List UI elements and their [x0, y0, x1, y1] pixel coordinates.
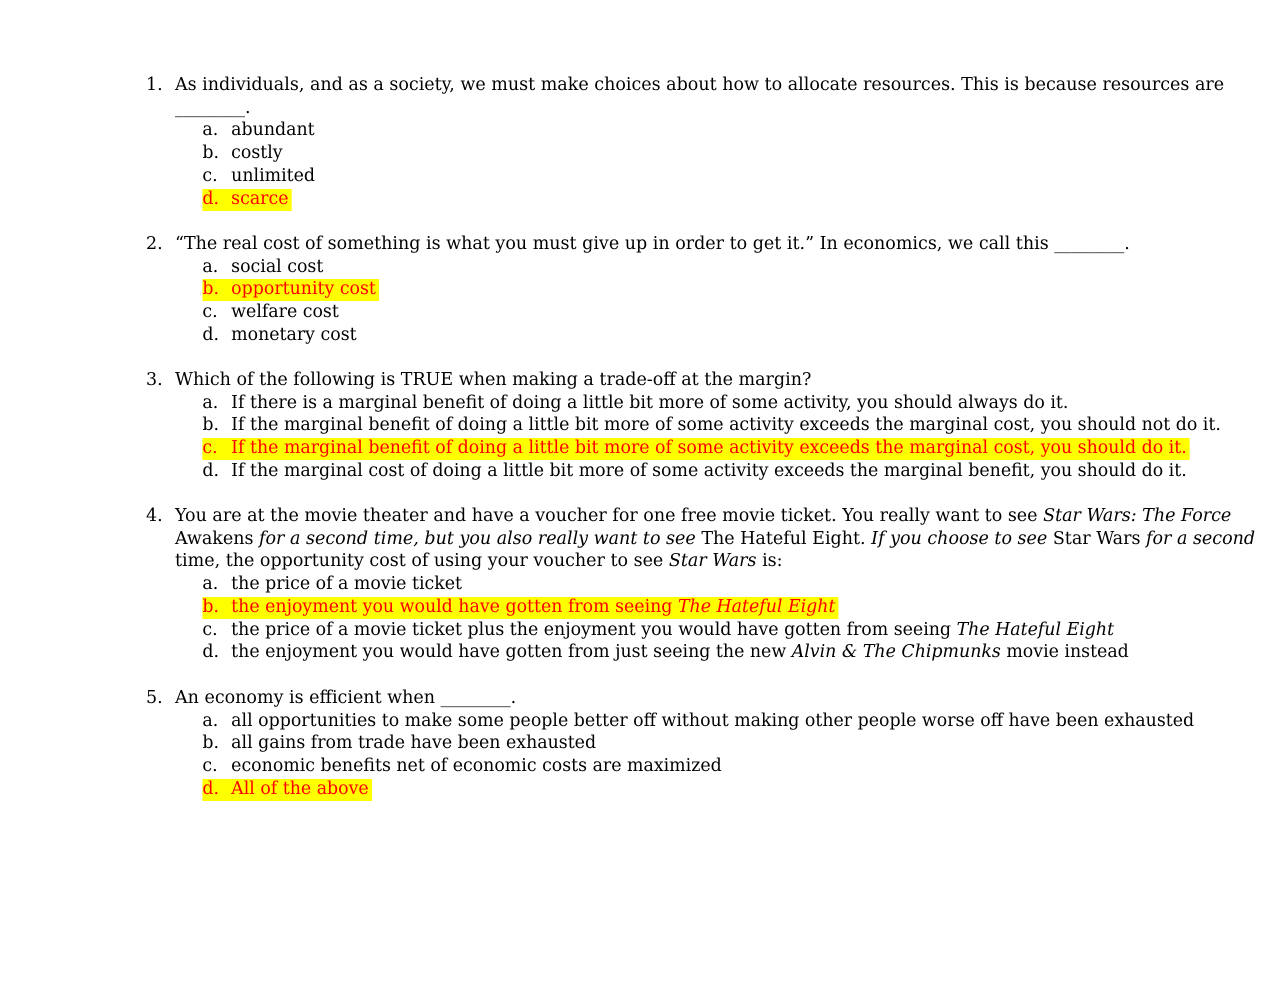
question-stem-line	[175, 74, 1224, 97]
answer-option	[0, 573, 1270, 596]
option-text	[231, 414, 1221, 437]
option-text	[231, 301, 339, 324]
option-text	[231, 641, 1129, 664]
text-run: costly	[231, 143, 283, 164]
option-letter: c.	[202, 619, 218, 640]
question-number: 2.	[146, 234, 163, 254]
answer-option	[0, 641, 1270, 664]
option-letter: d.	[202, 778, 220, 799]
question-stem-line	[175, 505, 1231, 528]
text-run: the enjoyment you would have gotten from just seeing the new	[231, 642, 792, 663]
option-letter: a.	[202, 256, 219, 277]
option-letter: a.	[202, 120, 219, 141]
text-run: all opportunities to make some people better off without making other people worse off have been exhausted	[231, 710, 1195, 731]
text-run: An economy is efficient when ________.	[175, 688, 517, 708]
text-run: the price of a movie ticket plus the enjoyment you would have gotten from seeing	[231, 619, 957, 640]
question-number: 3.	[146, 370, 163, 390]
option-text	[231, 188, 288, 211]
answer-option	[0, 619, 1270, 642]
answer-option	[0, 392, 1270, 415]
answer-option	[0, 755, 1270, 778]
answer-option	[0, 165, 1270, 188]
text-run: economic benefits net of economic costs are maximized	[231, 756, 722, 777]
option-text	[231, 732, 596, 755]
text-run: opportunity cost	[231, 279, 376, 300]
text-run: The Hateful Eight	[701, 528, 861, 549]
text-run: welfare cost	[231, 302, 339, 323]
text-run: Which of the following is TRUE when making a trade-off at the margin?	[175, 370, 812, 390]
answer-option	[0, 710, 1270, 733]
question-number: 1.	[146, 75, 163, 95]
text-run: social cost	[231, 256, 324, 277]
answer-option	[0, 142, 1270, 165]
text-run: scarce	[231, 188, 289, 209]
option-text	[231, 278, 376, 301]
option-text	[231, 755, 722, 778]
option-text	[231, 165, 315, 188]
text-run: monetary cost	[231, 324, 357, 345]
answer-option-correct	[0, 188, 1270, 211]
question-number: 4.	[146, 506, 163, 526]
option-letter: c.	[202, 165, 218, 186]
option-text	[231, 437, 1187, 460]
question-stem-line	[175, 550, 783, 573]
text-run: the enjoyment you would have gotten from seeing	[231, 596, 678, 617]
text-run: You are at the movie theater and have a voucher for one free movie ticket. You really want to see	[175, 506, 1044, 526]
text-run: . If you choose to see	[860, 528, 1053, 549]
option-text	[231, 710, 1194, 733]
option-letter: d.	[202, 642, 220, 663]
option-letter: a.	[202, 710, 219, 731]
text-run: Awakens	[175, 528, 254, 549]
question-stem-line	[175, 233, 1130, 256]
answer-option	[0, 119, 1270, 142]
answer-option	[0, 301, 1270, 324]
text-run: The Hateful Eight	[677, 596, 836, 617]
text-run: Star Wars	[668, 551, 757, 572]
option-text	[231, 460, 1187, 483]
answer-option	[0, 256, 1270, 279]
text-run: The Hateful Eight	[956, 619, 1115, 640]
text-run: time, the opportunity cost of using your voucher to see	[175, 551, 669, 572]
option-text	[231, 596, 835, 619]
question-stem-line	[175, 97, 251, 120]
answer-option	[0, 732, 1270, 755]
text-run: If the marginal benefit of doing a little bit more of some activity exceeds the marginal cost, you should do it.	[231, 438, 1187, 459]
text-run: all gains from trade have been exhausted	[231, 733, 597, 754]
question-number: 5.	[146, 688, 163, 708]
option-text	[231, 324, 356, 347]
text-run: unlimited	[231, 165, 316, 186]
option-text	[231, 778, 369, 801]
option-letter: b.	[202, 733, 220, 754]
option-letter: d.	[202, 460, 220, 481]
option-text	[231, 119, 314, 142]
text-run: Star Wars	[1052, 528, 1141, 549]
option-letter: b.	[202, 143, 220, 164]
option-text	[231, 619, 1114, 642]
text-run: movie instead	[1000, 642, 1129, 663]
text-run: “The real cost of something is what you must give up in order to get it.” In economics, we call this ________.	[175, 234, 1130, 254]
question-stem-line	[175, 687, 516, 710]
option-letter: a.	[202, 392, 219, 413]
text-run: Alvin & The Chipmunks	[791, 642, 1001, 663]
text-run: If the marginal benefit of doing a little bit more of some activity exceeds the marginal cost, you should not do it.	[231, 415, 1221, 436]
answer-option	[0, 414, 1270, 437]
answer-option-correct	[0, 778, 1270, 801]
text-run: If there is a marginal benefit of doing a little bit more of some activity, you should always do it.	[231, 392, 1069, 413]
option-letter: a.	[202, 574, 219, 595]
option-text	[231, 256, 323, 279]
option-letter: b.	[202, 415, 220, 436]
option-letter: c.	[202, 302, 218, 323]
text-run: If the marginal cost of doing a little bit more of some activity exceeds the marginal benefit, you should do it.	[231, 460, 1187, 481]
option-letter: c.	[202, 756, 218, 777]
text-run: Star Wars: The Force	[1043, 506, 1232, 526]
question-stem-line	[175, 528, 1255, 551]
option-letter: d.	[202, 324, 220, 345]
text-run: All of the above	[231, 778, 369, 799]
answer-option-correct	[0, 437, 1270, 460]
answer-option-correct	[0, 278, 1270, 301]
question-stem-line	[175, 369, 811, 392]
text-run: for a second time, but you also really want to see	[253, 528, 702, 549]
answer-option	[0, 324, 1270, 347]
option-letter: b.	[202, 279, 220, 300]
text-run: ________.	[175, 97, 251, 118]
option-letter: b.	[202, 596, 220, 617]
text-run: is:	[756, 551, 783, 572]
text-run: abundant	[231, 120, 315, 141]
option-text	[231, 392, 1068, 415]
option-letter: d.	[202, 188, 220, 209]
option-text	[231, 573, 462, 596]
option-letter: c.	[202, 438, 218, 459]
answer-option	[0, 460, 1270, 483]
text-run: for a second	[1140, 528, 1256, 549]
option-text	[231, 142, 282, 165]
text-run: the price of a movie ticket	[231, 574, 463, 595]
answer-option-correct	[0, 596, 1270, 619]
text-run: As individuals, and as a society, we must make choices about how to allocate resources. This is because resources are	[175, 75, 1225, 95]
